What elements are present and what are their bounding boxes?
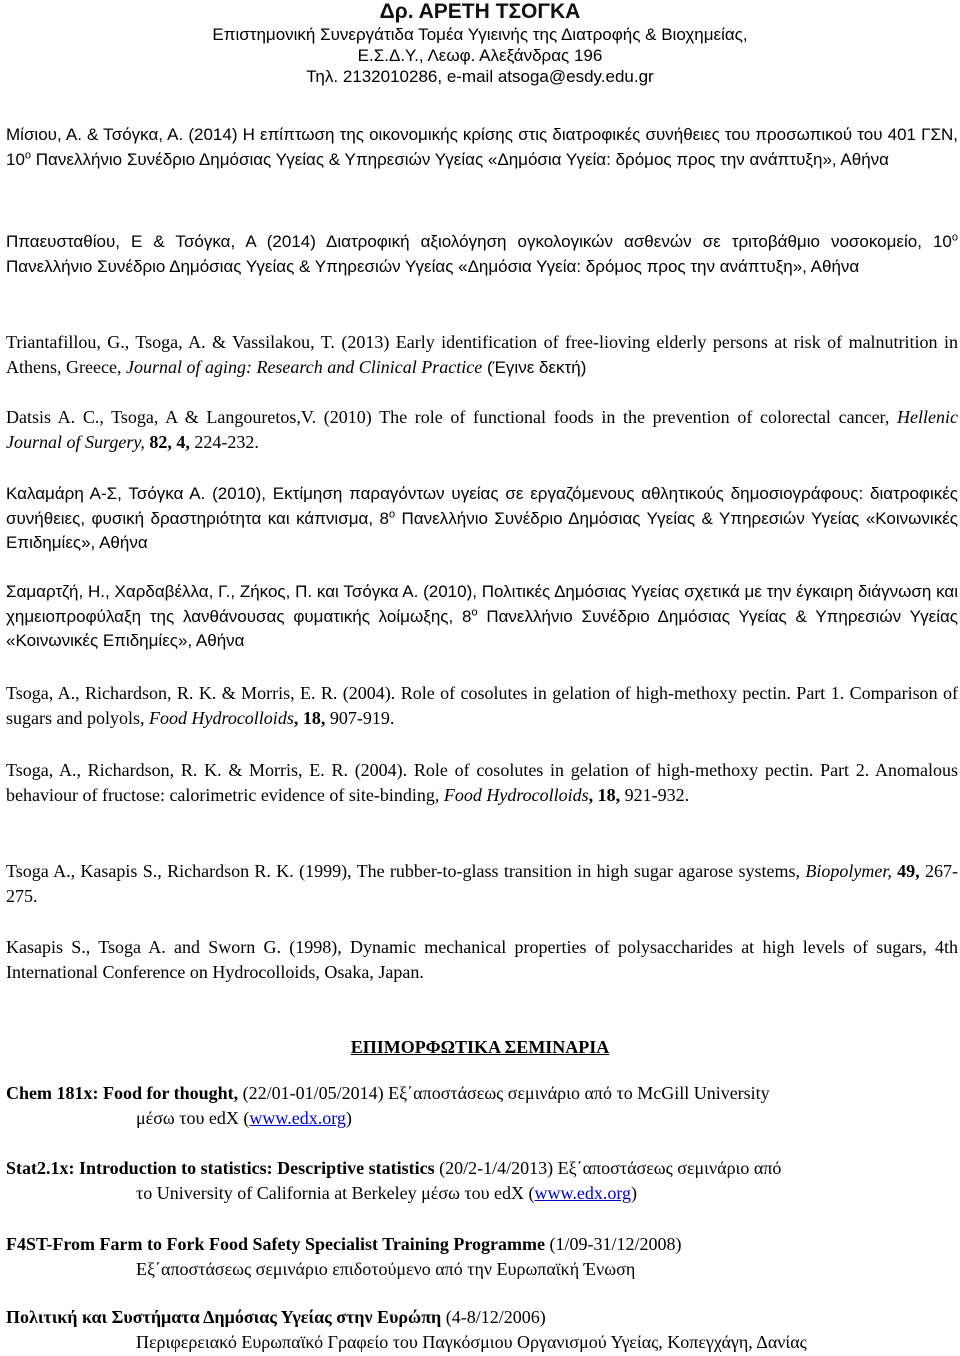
reference-item bbox=[6, 405, 958, 454]
reference-pages: 224-232. bbox=[189, 431, 259, 452]
reference-pages: 907-919. bbox=[325, 707, 395, 728]
superscript: ο bbox=[24, 148, 32, 161]
reference-item bbox=[6, 482, 958, 556]
address-line: Ε.Σ.Δ.Υ., Λεωφ. Αλεξάνδρας 196 bbox=[357, 46, 603, 65]
seminar-details: (4-8/12/2006) bbox=[441, 1307, 546, 1327]
seminar-details: το University of California at Berkeley μέσω του edX ( bbox=[136, 1182, 535, 1203]
reference-text: Kasapis S., Tsoga A. and Sworn G. (1998), Dynamic mechanical properties of polysaccharides at high levels of sugars, 4th International Conference on Hydrocolloids, Osaka, Japan. bbox=[6, 937, 958, 982]
contact-line: Τηλ. 2132010286, e-mail atsoga@esdy.edu.gr bbox=[306, 67, 654, 86]
seminar-title: Stat2.1x: Introduction to statistics: Descriptive statistics bbox=[6, 1158, 435, 1178]
reference-text: Καλαμάρη Α-Σ, Τσόγκα Α. (2010), Εκτίμηση παραγόντων υγείας σε εργαζόμενους αθλητικούς δημοσιογράφους: διατροφικές συνήθειες, φυσική δραστηριότητα και κάπνισμα, 8 bbox=[6, 484, 958, 528]
reference-text: Ππαευσταθίου, Ε & Τσόγκα, Α (2014) Διατροφική αξιολόγηση ογκολογικών ασθενών σε τριτοβάθμιο νοσοκομείο, 10 bbox=[6, 232, 952, 251]
superscript: ο bbox=[951, 231, 958, 244]
reference-item bbox=[6, 123, 958, 172]
seminar-details: Περιφερειακό Ευρωπαϊκό Γραφείο του Παγκόσμιου Οργανισμού Υγείας, Κοπεγχάγη, Δανίας bbox=[136, 1331, 807, 1352]
edx-link[interactable]: www.edx.org bbox=[249, 1107, 346, 1128]
reference-item bbox=[6, 230, 958, 279]
superscript: ο bbox=[471, 605, 478, 618]
seminar-details: (20/2-1/4/2013) Εξ΄αποστάσεως σεμινάριο από bbox=[434, 1158, 782, 1178]
seminar-details: Εξ΄αποστάσεως σεμινάριο επιδοτούμενο από την Ευρωπαϊκή Ένωση bbox=[136, 1258, 636, 1279]
seminar-details: ) bbox=[631, 1182, 638, 1203]
journal-volume: 49, bbox=[891, 861, 920, 881]
journal-volume: , 18, bbox=[588, 784, 621, 805]
reference-text: Πανελλήνιο Συνέδριο Δημόσιας Υγείας & Υπηρεσιών Υγείας «Κοινωνικές Επιδημίες», Αθήνα bbox=[6, 508, 958, 552]
reference-text: Πανελλήνιο Συνέδριο Δημόσιας Υγείας & Υπηρεσιών Υγείας «Κοινωνικές Επιδημίες», Αθήνα bbox=[6, 606, 958, 650]
reference-text: Tsoga, A., Richardson, R. K. & Morris, E. R. (2004). Role of cosolutes in gelation of high-methoxy pectin. Part 2. Anomalous behaviour of fructose: calorimetric evidence of site-binding, bbox=[6, 760, 958, 805]
letterhead bbox=[0, 0, 960, 87]
author-name: Δρ. ΑΡΕΤΗ ΤΣΟΓΚΑ bbox=[379, 0, 581, 23]
reference-text: Μίσιου, Α. & Τσόγκα, Α. (2014) Η επίπτωση της οικονομικής κρίσης στις διατροφικές συνήθειες του προσωπικού του 401 ΓΣΝ, 10 bbox=[6, 125, 958, 169]
reference-pages: 267-275. bbox=[6, 861, 959, 906]
seminar-title: Πολιτική και Συστήματα Δημόσιας Υγείας στην Ευρώπη bbox=[6, 1307, 442, 1327]
journal-name: Food Hydrocolloids bbox=[443, 784, 589, 805]
seminar-item bbox=[6, 1081, 958, 1130]
seminar-details: μέσω του edX ( bbox=[136, 1107, 250, 1128]
reference-item bbox=[6, 859, 958, 908]
section-title: ΕΠΙΜΟΡΦΩΤΙΚΑ ΣΕΜΙΝΑΡΙΑ bbox=[350, 1037, 610, 1057]
reference-text: Σαμαρτζή, Η., Χαρδαβέλλα, Γ., Ζήκος, Π. και Τσόγκα Α. (2010), Πολιτικές Δημόσιας Υγείας σχετικά με την έγκαιρη διάγνωση και χημειοπροφύλαξη της λανθάνουσας φυματικής λοίμωξης, 8 bbox=[6, 582, 958, 626]
reference-item bbox=[6, 935, 958, 984]
journal-name: Food Hydrocolloids bbox=[149, 707, 294, 728]
seminar-title: Chem 181x: Food for thought, bbox=[6, 1083, 239, 1103]
journal-name: Journal of aging: Research and Clinical Practice bbox=[125, 356, 483, 377]
edx-link[interactable]: www.edx.org bbox=[534, 1182, 632, 1203]
seminar-item bbox=[6, 1156, 958, 1205]
journal-volume: 82, 4, bbox=[144, 431, 190, 452]
reference-text: Πανελλήνιο Συνέδριο Δημόσιας Υγείας & Υπηρεσιών Υγείας «Δημόσια Υγεία: δρόμος προς την ανάπτυξη», Αθήνα bbox=[6, 256, 860, 276]
seminar-details: (22/01-01/05/2014) Εξ΄αποστάσεως σεμινάριο από το McGill University bbox=[238, 1083, 770, 1103]
reference-item bbox=[6, 758, 958, 807]
reference-note: (Έγινε δεκτή) bbox=[482, 357, 587, 377]
journal-name: Biopolymer, bbox=[805, 861, 892, 881]
seminar-item bbox=[6, 1305, 958, 1354]
reference-text: Datsis A. C., Tsoga, A & Langouretos,V. (2010) The role of functional foods in the prevention of colorectal cancer, bbox=[6, 407, 898, 427]
journal-volume: , 18, bbox=[293, 707, 326, 728]
reference-text: Tsoga, A., Richardson, R. K. & Morris, E. R. (2004). Role of cosolutes in gelation of high-methoxy pectin. Part 1. Comparison of sugars and polyols, bbox=[6, 683, 958, 728]
affiliation-line: Επιστημονική Συνεργάτιδα Τομέα Υγιεινής της Διατροφής & Βιοχημείας, bbox=[212, 25, 748, 44]
reference-text: Πανελλήνιο Συνέδριο Δημόσιας Υγείας & Υπηρεσιών Υγείας «Δημόσια Υγεία: δρόμος προς την ανάπτυξη», Αθήνα bbox=[31, 149, 889, 169]
reference-item bbox=[6, 580, 958, 654]
reference-item bbox=[6, 681, 958, 730]
reference-text: Tsoga A., Kasapis S., Richardson R. K. (1999), The rubber-to-glass transition in high sugar agarose systems, bbox=[6, 861, 806, 881]
seminar-details: ) bbox=[345, 1107, 352, 1128]
journal-name: Hellenic Journal of Surgery, bbox=[6, 407, 958, 452]
seminar-item bbox=[6, 1232, 958, 1281]
reference-item bbox=[6, 330, 958, 380]
seminar-details: (1/09-31/12/2008) bbox=[544, 1234, 682, 1254]
seminar-title: F4ST-From Farm to Fork Food Safety Specialist Training Programme bbox=[6, 1234, 545, 1254]
superscript: ο bbox=[388, 507, 396, 520]
reference-text: Triantafillou, G., Tsoga, A. & Vassilakou, T. (2013) Early identification of free-lioving elderly persons at risk of malnutrition in Athens, Greece, bbox=[6, 332, 958, 377]
reference-pages: 921-932. bbox=[620, 784, 690, 805]
